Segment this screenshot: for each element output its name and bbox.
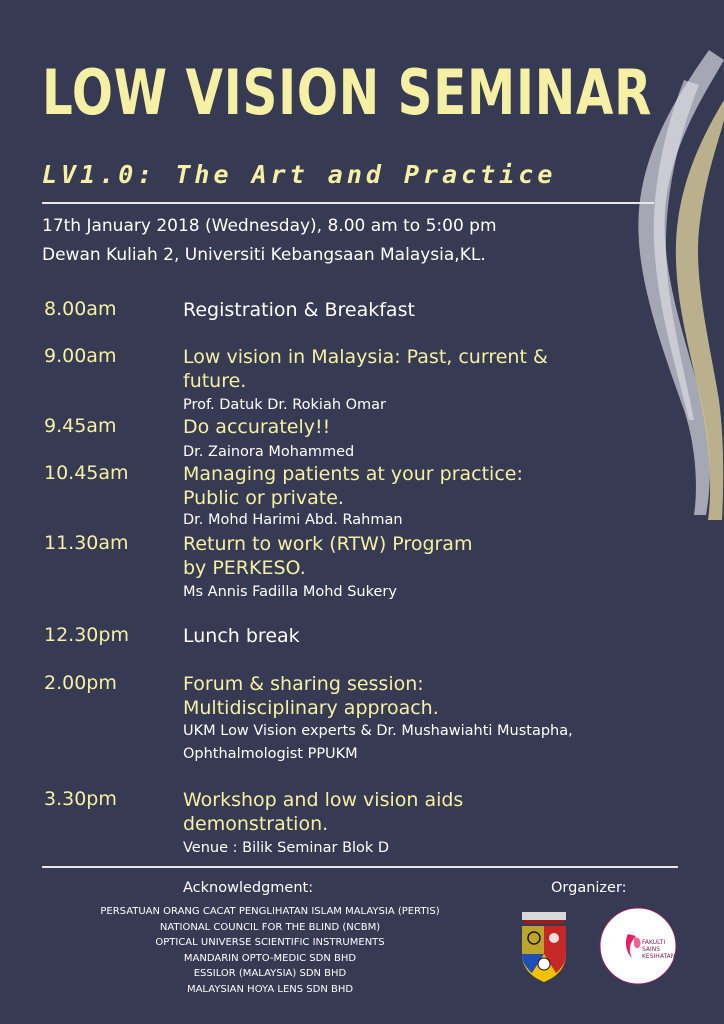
acknowledgment-item: MALAYSIAN HOYA LENS SDN BHD — [186, 983, 354, 995]
faculty-logo-text: KESIHATAN — [642, 953, 676, 960]
schedule-speaker: Dr. Zainora Mohammed — [183, 444, 355, 460]
acknowledgment-item: OPTICAL UNIVERSE SCIENTIFIC INSTRUMENTS — [155, 937, 385, 949]
schedule-title: Forum & sharing session: — [183, 673, 424, 695]
acknowledgment-item: PERSATUAN ORANG CACAT PENGLIHATAN ISLAM MALAYSIA (PERTIS) — [100, 906, 440, 917]
schedule-speaker: Venue : Bilik Seminar Blok D — [183, 840, 390, 856]
schedule-title: Do accurately!! — [183, 416, 331, 438]
faculty-health-sciences-logo — [598, 906, 678, 986]
organizer-heading: Organizer: — [551, 880, 627, 896]
schedule-title: Multidisciplinary approach. — [183, 697, 439, 719]
faculty-logo-text: SAINS — [642, 946, 661, 953]
schedule-title: Workshop and low vision aids — [183, 789, 464, 811]
subtitle: LV1.0: The Art and Practice — [42, 160, 557, 189]
schedule-speaker: Dr. Mohd Harimi Abd. Rahman — [183, 512, 403, 528]
acknowledgment-item: NATIONAL COUNCIL FOR THE BLIND (NCBM) — [159, 921, 381, 933]
schedule-speaker: UKM Low Vision experts & Dr. Mushawiahti Mustapha, — [183, 723, 573, 739]
schedule-time: 12.30pm — [44, 624, 129, 646]
faculty-logo-text: FAKULTI — [642, 939, 666, 946]
schedule-title: Registration & Breakfast — [183, 299, 415, 321]
ukm-crest-logo — [518, 910, 570, 984]
schedule-title: Return to work (RTW) Program — [183, 533, 473, 555]
schedule-time: 2.00pm — [44, 672, 117, 694]
footer-divider — [42, 866, 678, 868]
schedule-time: 3.30pm — [44, 788, 117, 810]
acknowledgment-item: MANDARIN OPTO-MEDIC SDN BHD — [183, 952, 357, 964]
schedule-time: 9.45am — [44, 415, 117, 437]
schedule-speaker: Ms Annis Fadilla Mohd Sukery — [183, 584, 397, 600]
schedule-title: by PERKESO. — [183, 557, 306, 579]
schedule-title: future. — [183, 370, 247, 392]
page-title: LOW VISION SEMINAR — [42, 56, 653, 129]
schedule-time: 11.30am — [44, 532, 129, 554]
schedule-title: Low vision in Malaysia: Past, current & — [183, 346, 548, 368]
schedule-time: 8.00am — [44, 298, 117, 320]
schedule-speaker: Prof. Datuk Dr. Rokiah Omar — [183, 397, 387, 413]
acknowledgment-item: ESSILOR (MALAYSIA) SDN BHD — [193, 968, 347, 980]
acknowledgment-list — [30, 904, 510, 998]
acknowledgment-heading: Acknowledgment: — [183, 880, 314, 896]
event-date-time: 17th January 2018 (Wednesday), 8.00 am to 5:00 pm — [42, 216, 497, 236]
schedule-title: Lunch break — [183, 625, 300, 647]
schedule-speaker: Ophthalmologist PPUKM — [183, 746, 358, 762]
schedule-time: 9.00am — [44, 345, 117, 367]
schedule-title: Managing patients at your practice: — [183, 463, 523, 485]
schedule-title: Public or private. — [183, 487, 344, 509]
header-divider — [42, 202, 654, 204]
schedule-title: demonstration. — [183, 813, 329, 835]
schedule-time: 10.45am — [44, 462, 129, 484]
event-venue: Dewan Kuliah 2, Universiti Kebangsaan Malaysia,KL. — [42, 245, 486, 265]
